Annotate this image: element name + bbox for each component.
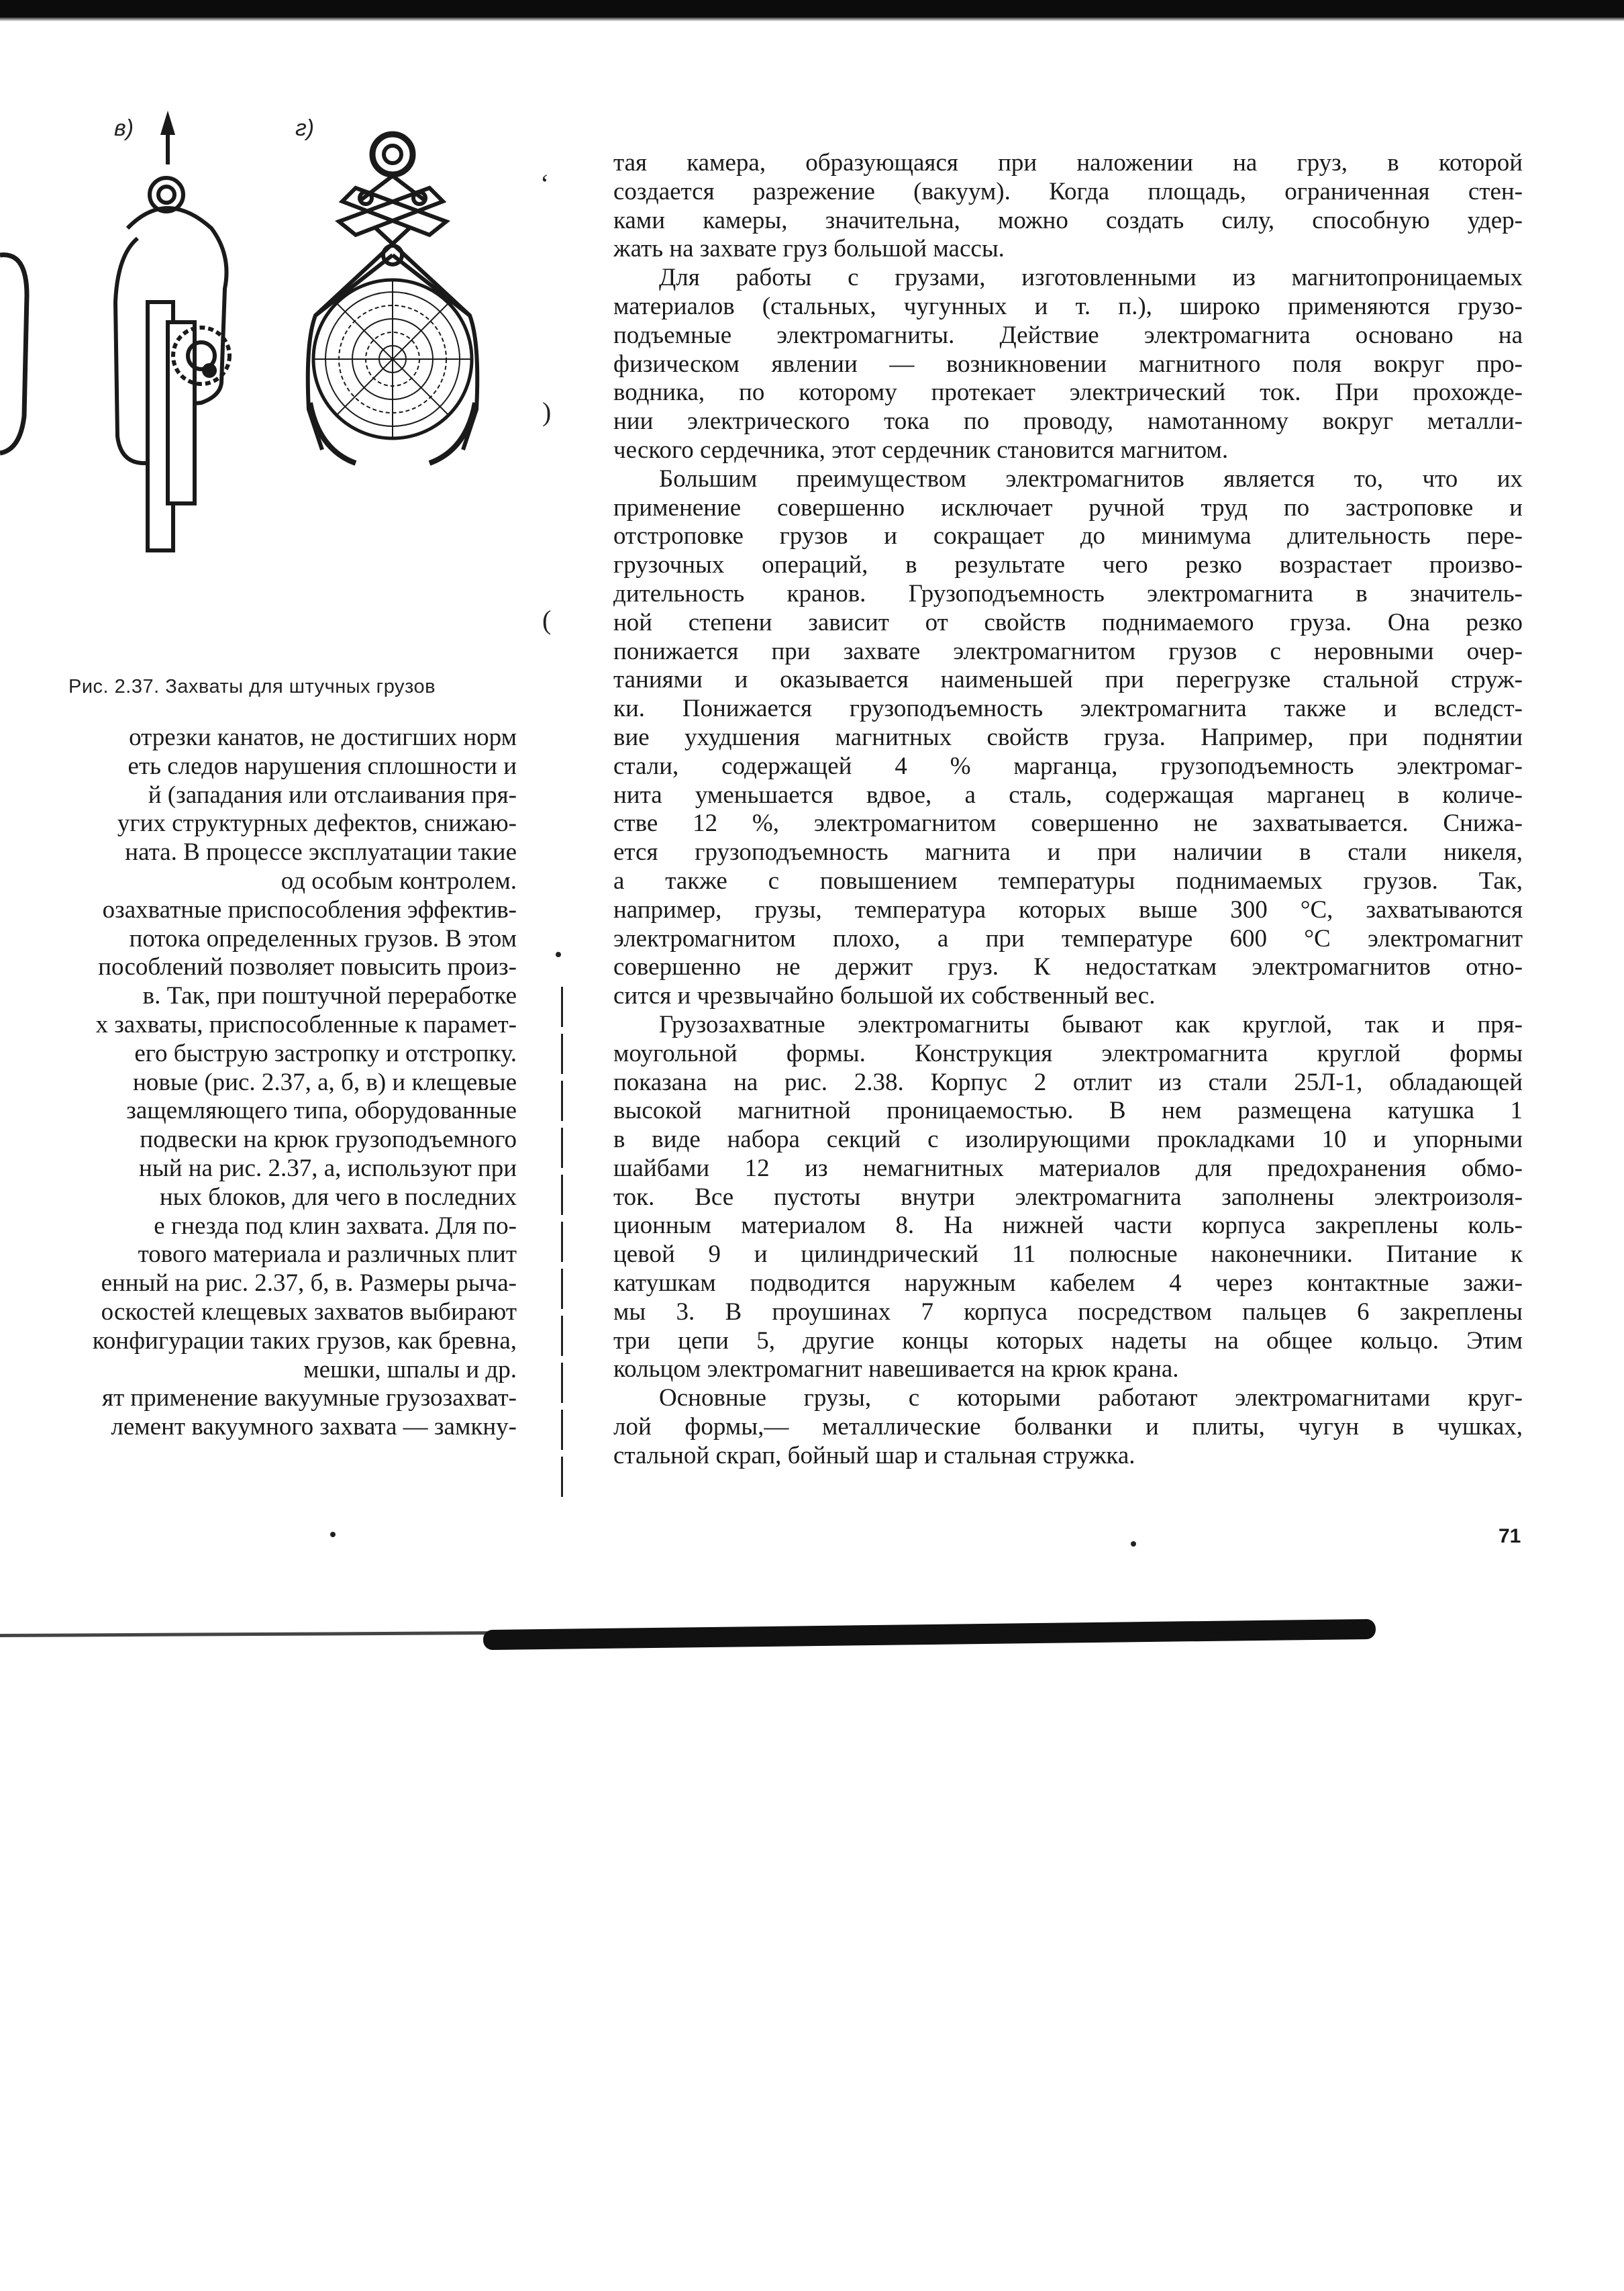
left-column-line: ных блоков, для чего в последних xyxy=(159,1183,517,1211)
text-line: электромагнитом плохо, а при температуре 600 °С электромагнит xyxy=(613,924,1523,953)
text-line: ной степени зависит от свойств поднимаемого груза. Она резко xyxy=(613,608,1523,636)
text-line: три цепи 5, другие концы которых надеты на общее кольцо. Этим xyxy=(613,1326,1523,1355)
text-line: Большим преимуществом электромагнитов является то, что их xyxy=(659,465,1523,493)
text-line: понижается при захвате электромагнитом грузов с неровными очер- xyxy=(613,637,1523,665)
text-line: например, грузы, температура которых выше 300 °С, захватываются xyxy=(613,895,1523,924)
left-column-line: ната. В процессе эксплуатации такие xyxy=(125,838,517,867)
left-column-line: озахватные приспособления эффектив- xyxy=(102,895,517,924)
left-column-line: ят применение вакуумные грузозахват- xyxy=(101,1384,517,1412)
text-line: тая камера, образующаяся при наложении на груз, в которой xyxy=(613,149,1523,177)
paragraph xyxy=(613,1384,1523,1470)
scan-bottom-shadow xyxy=(0,1619,1624,1659)
text-line: вие ухудшения магнитных свойств груза. Например, при поднятии xyxy=(613,723,1523,751)
text-line: а также с повышением температуры поднимаемых грузов. Так, xyxy=(613,867,1523,895)
left-column-line: еть следов нарушения сплошности и xyxy=(128,752,517,780)
left-column-line: новые (рис. 2.37, а, б, в) и клещевые xyxy=(133,1068,517,1096)
left-column-line: енный на рис. 2.37, б, в. Размеры рыча- xyxy=(101,1269,517,1298)
left-column-line: отрезки канатов, не достигших норм xyxy=(129,724,517,751)
text-line: Грузозахватные электромагниты бывают как круглой, так и пря- xyxy=(659,1010,1523,1038)
left-column-line: потока определенных грузов. В этом xyxy=(129,924,517,953)
text-line: сится и чрезвычайно большой их собственный вес. xyxy=(613,982,1156,1010)
text-line: физическом явлении — возникновении магнитного поля вокруг про- xyxy=(613,350,1523,378)
grab-g-drawing xyxy=(308,134,478,463)
text-line: отстроповке грузов и сокращает до минимума длительность пере- xyxy=(613,522,1523,550)
text-line: подъемные электромагниты. Действие электромагнита основано на xyxy=(613,321,1523,349)
grabs-illustration xyxy=(0,101,550,678)
left-text-column xyxy=(0,724,517,1442)
text-line: цевой 9 и цилиндрический 11 полюсные наконечники. Питание к xyxy=(613,1240,1523,1269)
text-line: мы 3. В проушинах 7 корпуса посредством пальцев 6 закреплены xyxy=(613,1298,1523,1326)
text-line: показана на рис. 2.38. Корпус 2 отлит из стали 25Л-1, обладающей xyxy=(613,1068,1523,1096)
left-column-line: угих структурных дефектов, снижаю- xyxy=(117,810,517,838)
left-column-line: од особым контролем. xyxy=(281,867,517,895)
left-column-line: е гнезда под клин захвата. Для по- xyxy=(154,1212,517,1240)
text-line: материалов (стальных, чугунных и т. п.), широко применяются грузо- xyxy=(613,292,1523,320)
text-line: ционным материалом 8. На нижней части корпуса закреплены коль- xyxy=(613,1212,1523,1240)
left-column-line: пособлений позволяет повысить произ- xyxy=(98,953,517,981)
text-line: дительность кранов. Грузоподъемность электромагнита в значитель- xyxy=(613,579,1523,607)
left-column-line: защемляющего типа, оборудованные xyxy=(126,1097,517,1125)
margin-mark: ) xyxy=(542,397,552,427)
figure-label-g: г) xyxy=(295,115,315,141)
paragraph xyxy=(613,465,1523,1011)
scan-top-shadow xyxy=(0,0,1624,17)
page-number: 71 xyxy=(1499,1525,1521,1547)
paragraph xyxy=(613,264,1523,465)
text-line: лой формы,— металлические болванки и плиты, чугун в чушках, xyxy=(613,1413,1523,1441)
text-line: создается разрежение (вакуум). Когда площадь, ограниченная стен- xyxy=(613,177,1523,205)
left-column-line: й (западания или отслаивания пря- xyxy=(148,781,517,809)
figure-label-v: в) xyxy=(114,115,134,141)
margin-mark: ʻ xyxy=(540,168,550,199)
text-line: стве 12 %, электромагнитом совершенно не захватывается. Снижа- xyxy=(613,810,1523,838)
text-line: шайбами 12 из немагнитных материалов для предохранения обмо- xyxy=(613,1154,1523,1182)
left-column-line: лемент вакуумного захвата — замкну- xyxy=(111,1413,517,1441)
text-line: ческого сердечника, этот сердечник становится магнитом. xyxy=(613,436,1229,464)
text-line: ется грузоподъемность магнита и при наличии в стали никеля, xyxy=(613,838,1523,867)
left-column-line: конфигурации таких грузов, как бревна, xyxy=(92,1326,517,1355)
text-line: катушкам подводится наружным кабелем 4 через контактные зажи- xyxy=(613,1269,1523,1298)
text-line: совершенно не держит груз. К недостаткам электромагнитов отно- xyxy=(613,953,1523,981)
left-column-line: х захваты, приспособленные к парамет- xyxy=(95,1010,517,1038)
column-divider xyxy=(561,987,563,1497)
partial-grab-outline xyxy=(0,255,27,453)
left-column-line: тового материала и различных плит xyxy=(138,1240,517,1269)
text-line: стали, содержащей 4 % марганца, грузоподъемность электромаг- xyxy=(613,752,1523,780)
scan-speck xyxy=(1131,1541,1136,1547)
grab-v-drawing xyxy=(115,117,230,550)
text-line: нита уменьшается вдвое, а сталь, содержащая марганец в количе- xyxy=(613,781,1523,809)
figure-caption: Рис. 2.37. Захваты для штучных грузов xyxy=(68,676,436,697)
text-line: в виде набора секций с изолирующими прокладками 10 и упорными xyxy=(613,1126,1523,1154)
left-column-line: мешки, шпалы и др. xyxy=(303,1355,517,1383)
scan-speck xyxy=(556,952,561,957)
text-line: водника, по которому протекает электрический ток. При прохожде- xyxy=(613,379,1523,407)
paragraph xyxy=(613,1011,1523,1384)
right-text-column xyxy=(613,149,1523,1471)
text-line: грузочных операций, в результате чего резко возрастает произво- xyxy=(613,551,1523,579)
text-line: жать на захвате груз большой массы. xyxy=(613,235,1005,263)
text-line: стальной скрап, бойный шар и стальная стружка. xyxy=(613,1441,1135,1469)
text-line: применение совершенно исключает ручной труд по застроповке и xyxy=(613,493,1523,522)
paragraph xyxy=(613,149,1523,264)
left-column-line: в. Так, при поштучной переработке xyxy=(142,982,517,1010)
text-line: таниями и оказывается наименьшей при перегрузке стальной струж- xyxy=(613,666,1523,694)
left-column-line: ный на рис. 2.37, а, используют при xyxy=(139,1154,517,1182)
text-line: Основные грузы, с которыми работают электромагнитами круг- xyxy=(659,1384,1523,1412)
text-line: кольцом электромагнит навешивается на крюк крана. xyxy=(613,1355,1179,1383)
figure-2-37 xyxy=(0,101,550,678)
text-line: Для работы с грузами, изготовленными из магнитопроницаемых xyxy=(659,264,1523,292)
text-line: ками камеры, значительна, можно создать силу, способную удер- xyxy=(613,206,1523,234)
margin-mark: ( xyxy=(542,605,552,635)
text-line: ки. Понижается грузоподъемность электромагнита также и вследст- xyxy=(613,695,1523,723)
text-line: моугольной формы. Конструкция электромагнита круглой формы xyxy=(613,1039,1523,1067)
text-line: высокой магнитной проницаемостью. В нем размещена катушка 1 xyxy=(613,1097,1523,1125)
left-column-line: подвески на крюк грузоподъемного xyxy=(140,1126,517,1154)
left-column-line: его быструю застропку и отстропку. xyxy=(134,1039,517,1067)
scan-speck xyxy=(330,1532,336,1537)
text-line: ток. Все пустоты внутри электромагнита заполнены электроизоля- xyxy=(613,1183,1523,1211)
left-column-line: оскостей клещевых захватов выбирают xyxy=(101,1298,517,1326)
text-line: нии электрического тока по проводу, намотанному вокруг металли- xyxy=(613,407,1523,436)
